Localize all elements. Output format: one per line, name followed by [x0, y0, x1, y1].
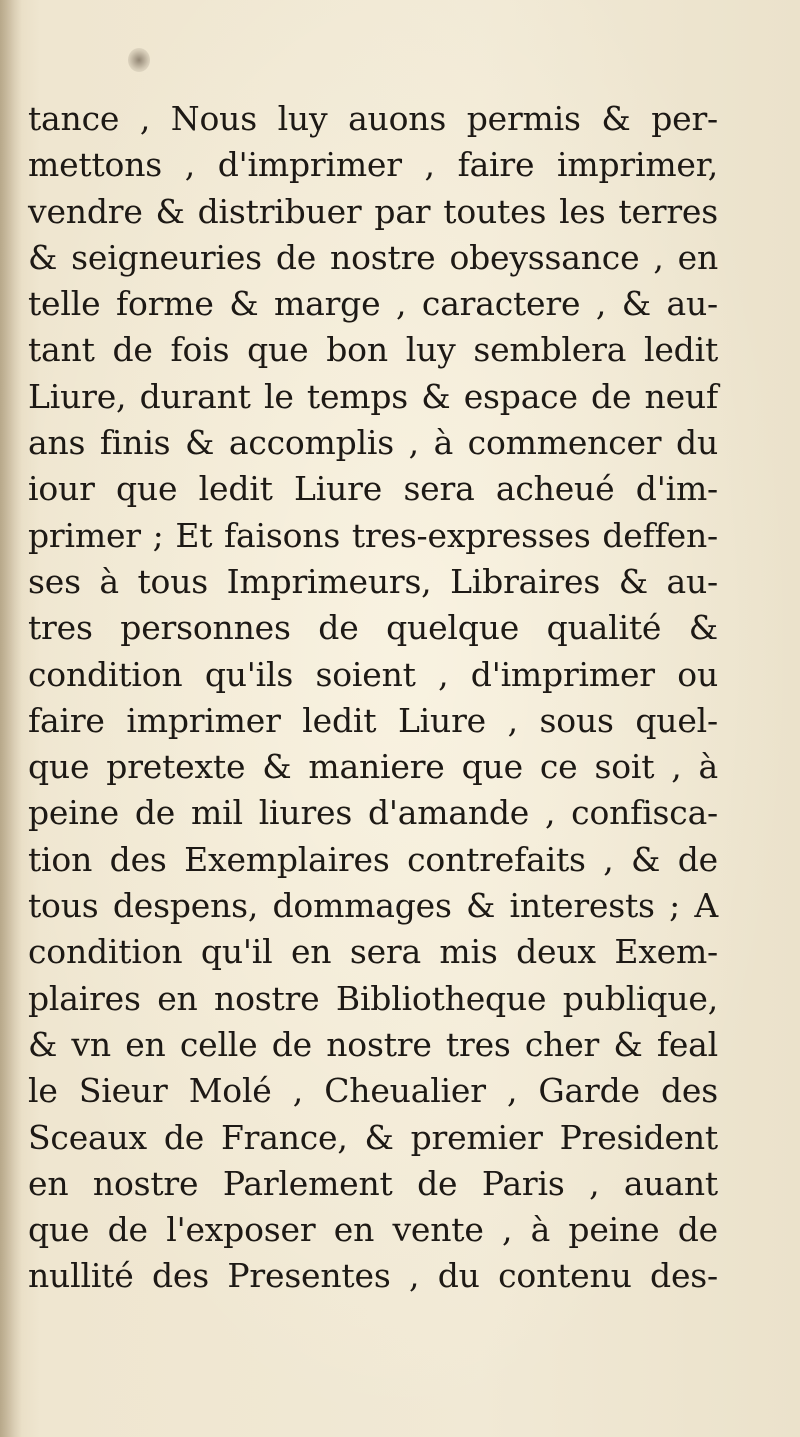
text-line: que de l'exposer en vente , à peine de — [28, 1210, 718, 1250]
binding-shadow — [0, 0, 22, 1437]
text-line: & seigneuries de nostre obeyssance , en — [28, 237, 718, 277]
text-line: condition qu'ils soient , d'imprimer ou — [28, 654, 718, 694]
text-line: que pretexte & maniere que ce soit , à — [28, 747, 718, 787]
text-line: plaires en nostre Bibliotheque publique, — [28, 978, 718, 1018]
text-line: tous despens, dommages & interests ; A — [28, 886, 718, 926]
text-line: condition qu'il en sera mis deux Exem- — [28, 932, 718, 972]
ink-stain — [128, 48, 150, 72]
text-line: tance , Nous luy auons permis & per- — [28, 99, 718, 138]
text-line: telle forme & marge , caractere , & au- — [28, 284, 718, 324]
text-line: ses à tous Imprimeurs, Libraires & au- — [28, 561, 718, 601]
text-line: peine de mil liures d'amande , confisca- — [28, 793, 718, 833]
text-line: faire imprimer ledit Liure , sous quel- — [28, 700, 718, 740]
text-line: Liure, durant le temps & espace de neuf — [28, 376, 718, 416]
body-text — [28, 96, 718, 1300]
text-line: le Sieur Molé , Cheualier , Garde des — [28, 1071, 718, 1111]
text-line: mettons , d'imprimer , faire imprimer, — [28, 145, 718, 185]
text-line: Sceaux de France, & premier President — [28, 1117, 718, 1157]
text-line: tant de fois que bon luy semblera ledit — [28, 330, 718, 370]
text-line: tres personnes de quelque qualité & — [28, 608, 718, 648]
text-line: & vn en celle de nostre tres cher & feal — [28, 1024, 718, 1064]
text-line: ans finis & accomplis , à commencer du — [28, 423, 718, 463]
text-line: vendre & distribuer par toutes les terres — [28, 191, 718, 231]
text-line: primer ; Et faisons tres-expresses deffen- — [28, 515, 718, 555]
text-line: tion des Exemplaires contrefaits , & de — [28, 839, 718, 879]
text-line: en nostre Parlement de Paris , auant — [28, 1163, 718, 1203]
text-line: iour que ledit Liure sera acheué d'im- — [28, 469, 718, 509]
text-line: nullité des Presentes , du contenu des- — [28, 1256, 718, 1296]
